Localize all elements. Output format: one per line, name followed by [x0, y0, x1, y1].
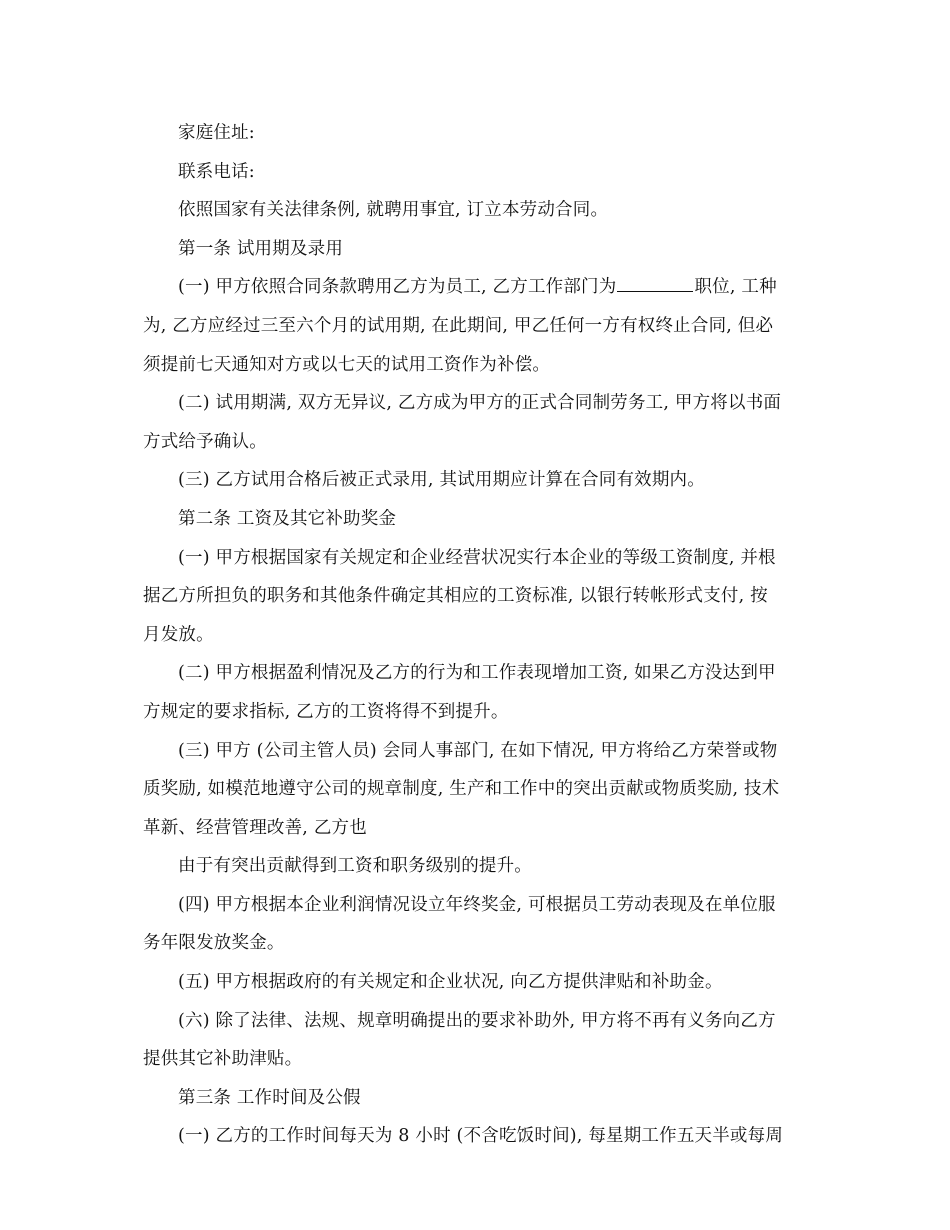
paragraph-line	[143, 654, 808, 693]
line-text: (三) 乙方试用合格后被正式录用, 其试用期应计算在合同有效期内。	[178, 470, 705, 491]
line-text: (二) 试用期满, 双方无异议, 乙方成为甲方的正式合同制劳务工, 甲方将以书面	[178, 393, 782, 414]
line-text: 家庭住址:	[178, 123, 255, 143]
paragraph-line	[143, 1002, 808, 1041]
line-text: 质奖励, 如模范地遵守公司的规章制度, 生产和工作中的突出贡献或物质奖励, 技术	[143, 779, 780, 800]
line-text: 依照国家有关法律条例, 就聘用事宜, 订立本劳动合同。	[178, 200, 609, 221]
paragraph-line	[143, 1040, 808, 1079]
line-text: 提供其它补助津贴。	[143, 1049, 303, 1070]
home-address-line	[143, 114, 808, 153]
line-text: 月发放。	[143, 624, 214, 645]
line-text: 方式给予确认。	[143, 431, 267, 452]
paragraph-line	[143, 732, 808, 771]
paragraph-line	[143, 886, 808, 925]
line-text: 第三条 工作时间及公假	[178, 1087, 361, 1108]
paragraph-line	[143, 770, 808, 809]
paragraph-line	[143, 423, 808, 462]
line-text: (一) 乙方的工作时间每天为 8 小时 (不含吃饭时间), 每星期工作五天半或每周	[178, 1126, 784, 1147]
line-text: 第一条 试用期及录用	[178, 238, 344, 259]
line-text: (一) 甲方根据国家有关规定和企业经营状况实行本企业的等级工资制度, 并根	[178, 547, 776, 568]
paragraph-line	[143, 924, 808, 963]
article-3-heading	[143, 1079, 808, 1118]
department-blank	[617, 271, 693, 292]
line-text: (一) 甲方依照合同条款聘用乙方为员工, 乙方工作部门为	[178, 277, 617, 298]
paragraph-line	[143, 1117, 808, 1156]
line-text: (四) 甲方根据本企业利润情况设立年终奖金, 可根据员工劳动表现及在单位服	[178, 894, 776, 915]
paragraph-line	[143, 809, 808, 848]
paragraph-line	[143, 577, 808, 616]
paragraph-line	[143, 539, 808, 578]
article-2-heading	[143, 500, 808, 539]
paragraph-line	[143, 384, 808, 423]
line-text: (五) 甲方根据政府的有关规定和企业状况, 向乙方提供津贴和补助金。	[178, 972, 723, 993]
line-text: 革新、经营管理改善, 乙方也	[143, 817, 367, 838]
paragraph-line	[143, 268, 808, 307]
phone-line	[143, 153, 808, 192]
paragraph-line	[143, 693, 808, 732]
line-text: 据乙方所担负的职务和其他条件确定其相应的工资标准, 以银行转帐形式支付, 按	[143, 586, 768, 607]
paragraph-line	[143, 461, 808, 500]
line-text: 联系电话:	[178, 161, 255, 182]
line-text: 务年限发放奖金。	[143, 933, 285, 954]
article-1-heading	[143, 230, 808, 269]
line-text: (三) 甲方 (公司主管人员) 会同人事部门, 在如下情况, 甲方将给乙方荣誉或物	[178, 740, 778, 761]
line-text: 由于有突出贡献得到工资和职务级别的提升。	[178, 856, 532, 877]
document-body	[143, 114, 808, 1156]
line-text: 方规定的要求指标, 乙方的工资将得不到提升。	[143, 701, 509, 722]
preamble-line	[143, 191, 808, 230]
line-text-suffix: 职位, 工种	[694, 277, 777, 298]
line-text: 为, 乙方应经过三至六个月的试用期, 在此期间, 甲乙任何一方有权终止合同, 但必	[143, 315, 774, 336]
paragraph-line	[143, 616, 808, 655]
line-text: 第二条 工资及其它补助奖金	[178, 508, 397, 529]
line-text: (六) 除了法律、法规、规章明确提出的要求补助外, 甲方将不再有义务向乙方	[178, 1010, 776, 1031]
line-text: (二) 甲方根据盈利情况及乙方的行为和工作表现增加工资, 如果乙方没达到甲	[178, 663, 776, 684]
paragraph-line	[143, 847, 808, 886]
paragraph-line	[143, 307, 808, 346]
line-text: 须提前七天通知对方或以七天的试用工资作为补偿。	[143, 354, 551, 375]
paragraph-line	[143, 963, 808, 1002]
paragraph-line	[143, 346, 808, 385]
